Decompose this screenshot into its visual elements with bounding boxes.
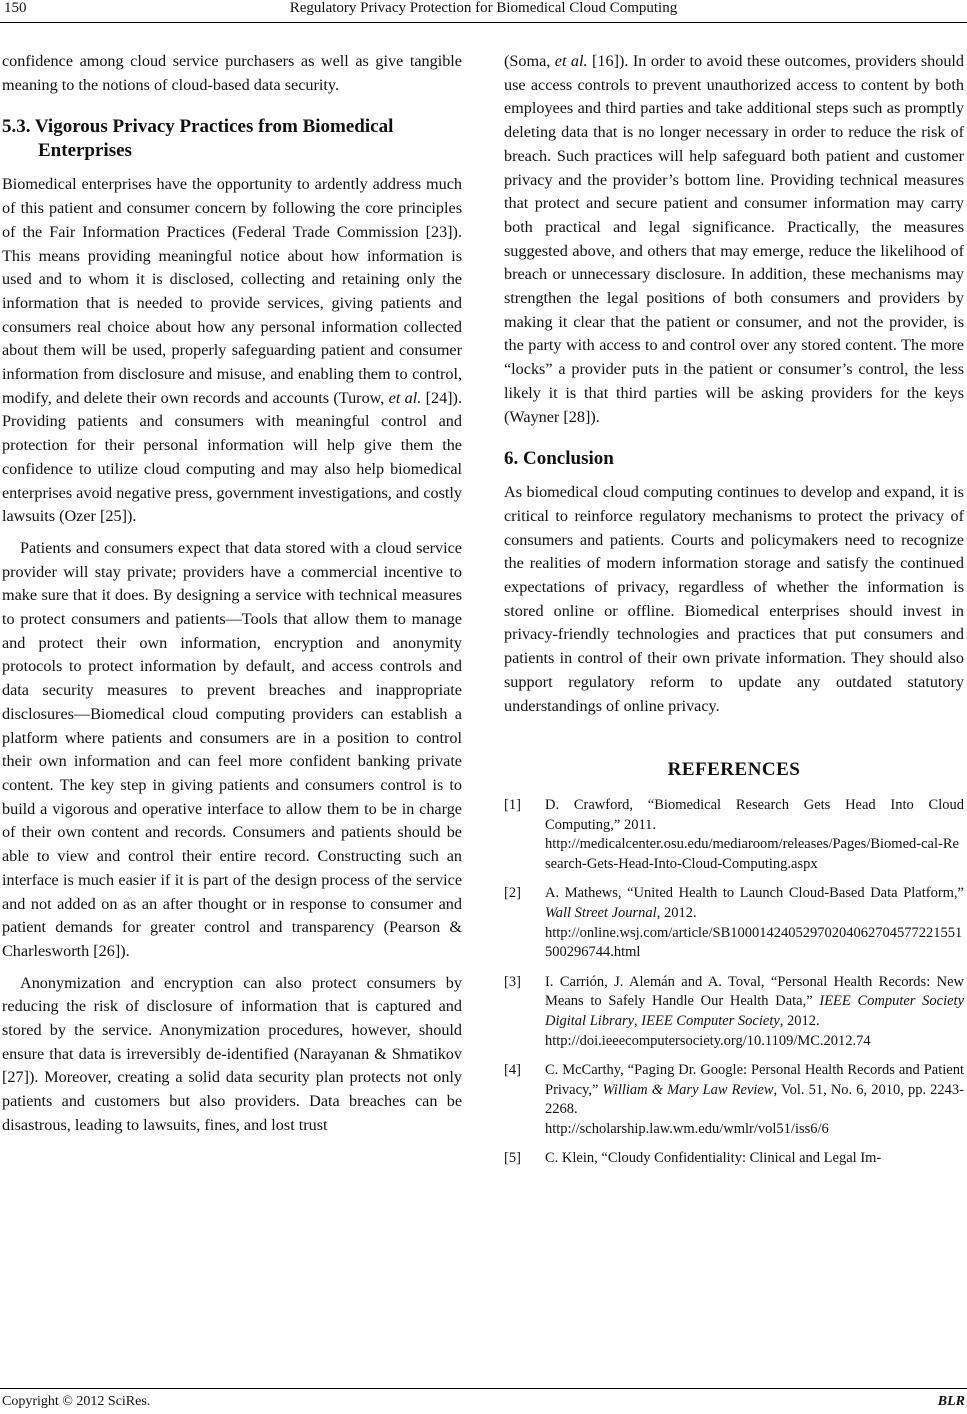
reference-item: [1] D. Crawford, “Biomedical Research Gets Head Into Cloud Computing,” 2011. http://medicalcenter.osu.edu/mediaroom/releases/Pages/Biomed-cal-Research-Gets-Head-Into-Cloud-Computing.aspx [504,796,964,874]
page-header [0,0,967,22]
footer-rule [0,1388,967,1389]
paragraph-continuation: (Soma, et al. [16]). In order to avoid these outcomes, providers should use access controls to prevent unauthorized access to content by both employees and third parties and take additional steps such as promptly deleting data that is no longer necessary in order to reduce the risk of breach. Such practices will help safeguard both patient and customer privacy and the provider’s bottom line. Providing technical measures that protect and secure patient and consumer information may carry both practical and legal significance. Practically, the measures suggested above, and others that may emerge, reduce the likelihood of breach or unnecessary disclosure. In addition, these mechanisms may strengthen the legal positions of both consumers and providers by making it clear that the patient or consumer, and not the provider, is the party with access to and control over any stored content. The more “locks” a provider puts in the patient or consumer’s control, the less likely it is that third parties will be asking providers for the keys (Wayner [28]). [504,52,964,426]
paragraph: Biomedical enterprises have the opportunity to ardently address much of this patient and consumer concern by following the core principles of the Fair Information Practices (Federal Trade Commission [23]). This means providing meaningful notice about how information is used and to whom it is disclosed, collecting and retaining only the information that is needed to provide services, giving patients and consumers real choice about how any personal information collected about them will be used, properly safeguarding patient and consumer information from disclosure and misuse, and enabling them to control, modify, and delete their own records and accounts (Turow, et al. [24]). Providing patients and consumers with meaningful control and protection for their personal information will help give them the confidence to utilize cloud computing and may also help biomedical enterprises avoid negative press, government investigations, and costly lawsuits (Ozer [25]). [2,175,462,526]
reference-link[interactable]: http://medicalcenter.osu.edu/mediaroom/releases/Pages/Biomed-cal-Research-Gets-Head-Into-Cloud-Computing.aspx [545,836,959,872]
paragraph-continuation: confidence among cloud service purchasers as well as give tangible meaning to the notions of cloud-based data security. [2,52,462,94]
page-number: 150 [4,0,27,16]
reference-number: [3] [504,973,521,990]
references-heading: REFERENCES [667,759,801,781]
right-column [504,50,964,1179]
journal-abbreviation: BLR [937,1394,965,1409]
left-column [2,50,462,1138]
reference-link[interactable]: http://scholarship.law.wm.edu/wmlr/vol51/iss6/6 [545,1120,829,1137]
reference-item: [3] I. Carrión, J. Alemán and A. Toval, “Personal Health Records: New Means to Safely Handle Our Health Data,” IEEE Computer Society Digital Library, IEEE Computer Society, 2012. http://doi.ieeecomputersociety.org/10.1109/MC.2012.74 [504,973,964,1051]
copyright-notice: Copyright © 2012 SciRes. [2,1394,151,1409]
paragraph: Patients and consumers expect that data stored with a cloud service provider will stay private; providers have a commercial incentive to make sure that it does. By designing a service with technical measures to protect consumers and patients—Tools that allow them to manage and protect their own information, encryption and anonymity protocols to protect information by default, and access controls and data security measures to prevent breaches and inappropriate disclosures—Biomedical cloud computing providers can establish a platform where patients and consumers are in a position to control their own information and can feel more confident banking private content. The key step in giving patients and consumers control is to build a vigorous and operative interface to allow them to be in charge of their own content and records. Consumers and patients should be able to view and control their entire record. Constructing such an interface is much easier if it is part of the design process of the service and not added on as an after thought or in response to consumer and patient demands for greater control and transparency (Pearson & Charlesworth [26]). [2,538,462,960]
reference-item: [4] C. McCarthy, “Paging Dr. Google: Personal Health Records and Patient Privacy,” William & Mary Law Review, Vol. 51, No. 6, 2010, pp. 2243-2268. http://scholarship.law.wm.edu/wmlr/vol51/iss6/6 [504,1061,964,1139]
reference-number: [1] [504,796,521,813]
reference-item: [2] A. Mathews, “United Health to Launch Cloud-Based Data Platform,” Wall Street Journal, 2012. http://online.wsj.com/article/SB10001424052970204062704577221551500296744.html [504,884,964,962]
reference-number: [5] [504,1150,521,1167]
reference-link[interactable]: http://doi.ieeecomputersociety.org/10.1109/MC.2012.74 [545,1032,871,1049]
section-5-3-heading: 5.3. Vigorous Privacy Practices from Biomedical Enterprises [2,116,394,162]
running-title: Regulatory Privacy Protection for Biomedical Cloud Computing [289,0,678,16]
paragraph: As biomedical cloud computing continues to develop and expand, it is critical to reinforce regulatory mechanisms to protect the privacy of consumers and patients. Courts and policymakers need to recognize the realities of modern information storage and satisfy the continued expectations of privacy, regardless of whether the information is stored online or offline. Biomedical enterprises should invest in privacy-friendly technologies and practices that put consumers and patients in control of their own private information. They should also support regulatory reform to update any outdated statutory understandings of online privacy. [504,483,964,715]
section-6-heading: 6. Conclusion [504,448,614,470]
reference-number: [2] [504,885,521,902]
reference-number: [4] [504,1062,521,1079]
reference-link[interactable]: http://online.wsj.com/article/SB10001424052970204062704577221551500296744.html [545,924,963,961]
header-rule [0,22,967,23]
reference-item: [5] C. Klein, “Cloudy Confidentiality: Clinical and Legal Im- [504,1149,964,1169]
paragraph: Anonymization and encryption can also protect consumers by reducing the risk of disclosure of information that is captured and stored by the service. Anonymization procedures, however, should ensure that data is irreversibly de-identified (Narayanan & Shmatikov [27]). Moreover, creating a solid data security plan protects not only patients and customers but also providers. Data breaches can be disastrous, leading to lawsuits, fines, and lost trust [2,973,462,1134]
